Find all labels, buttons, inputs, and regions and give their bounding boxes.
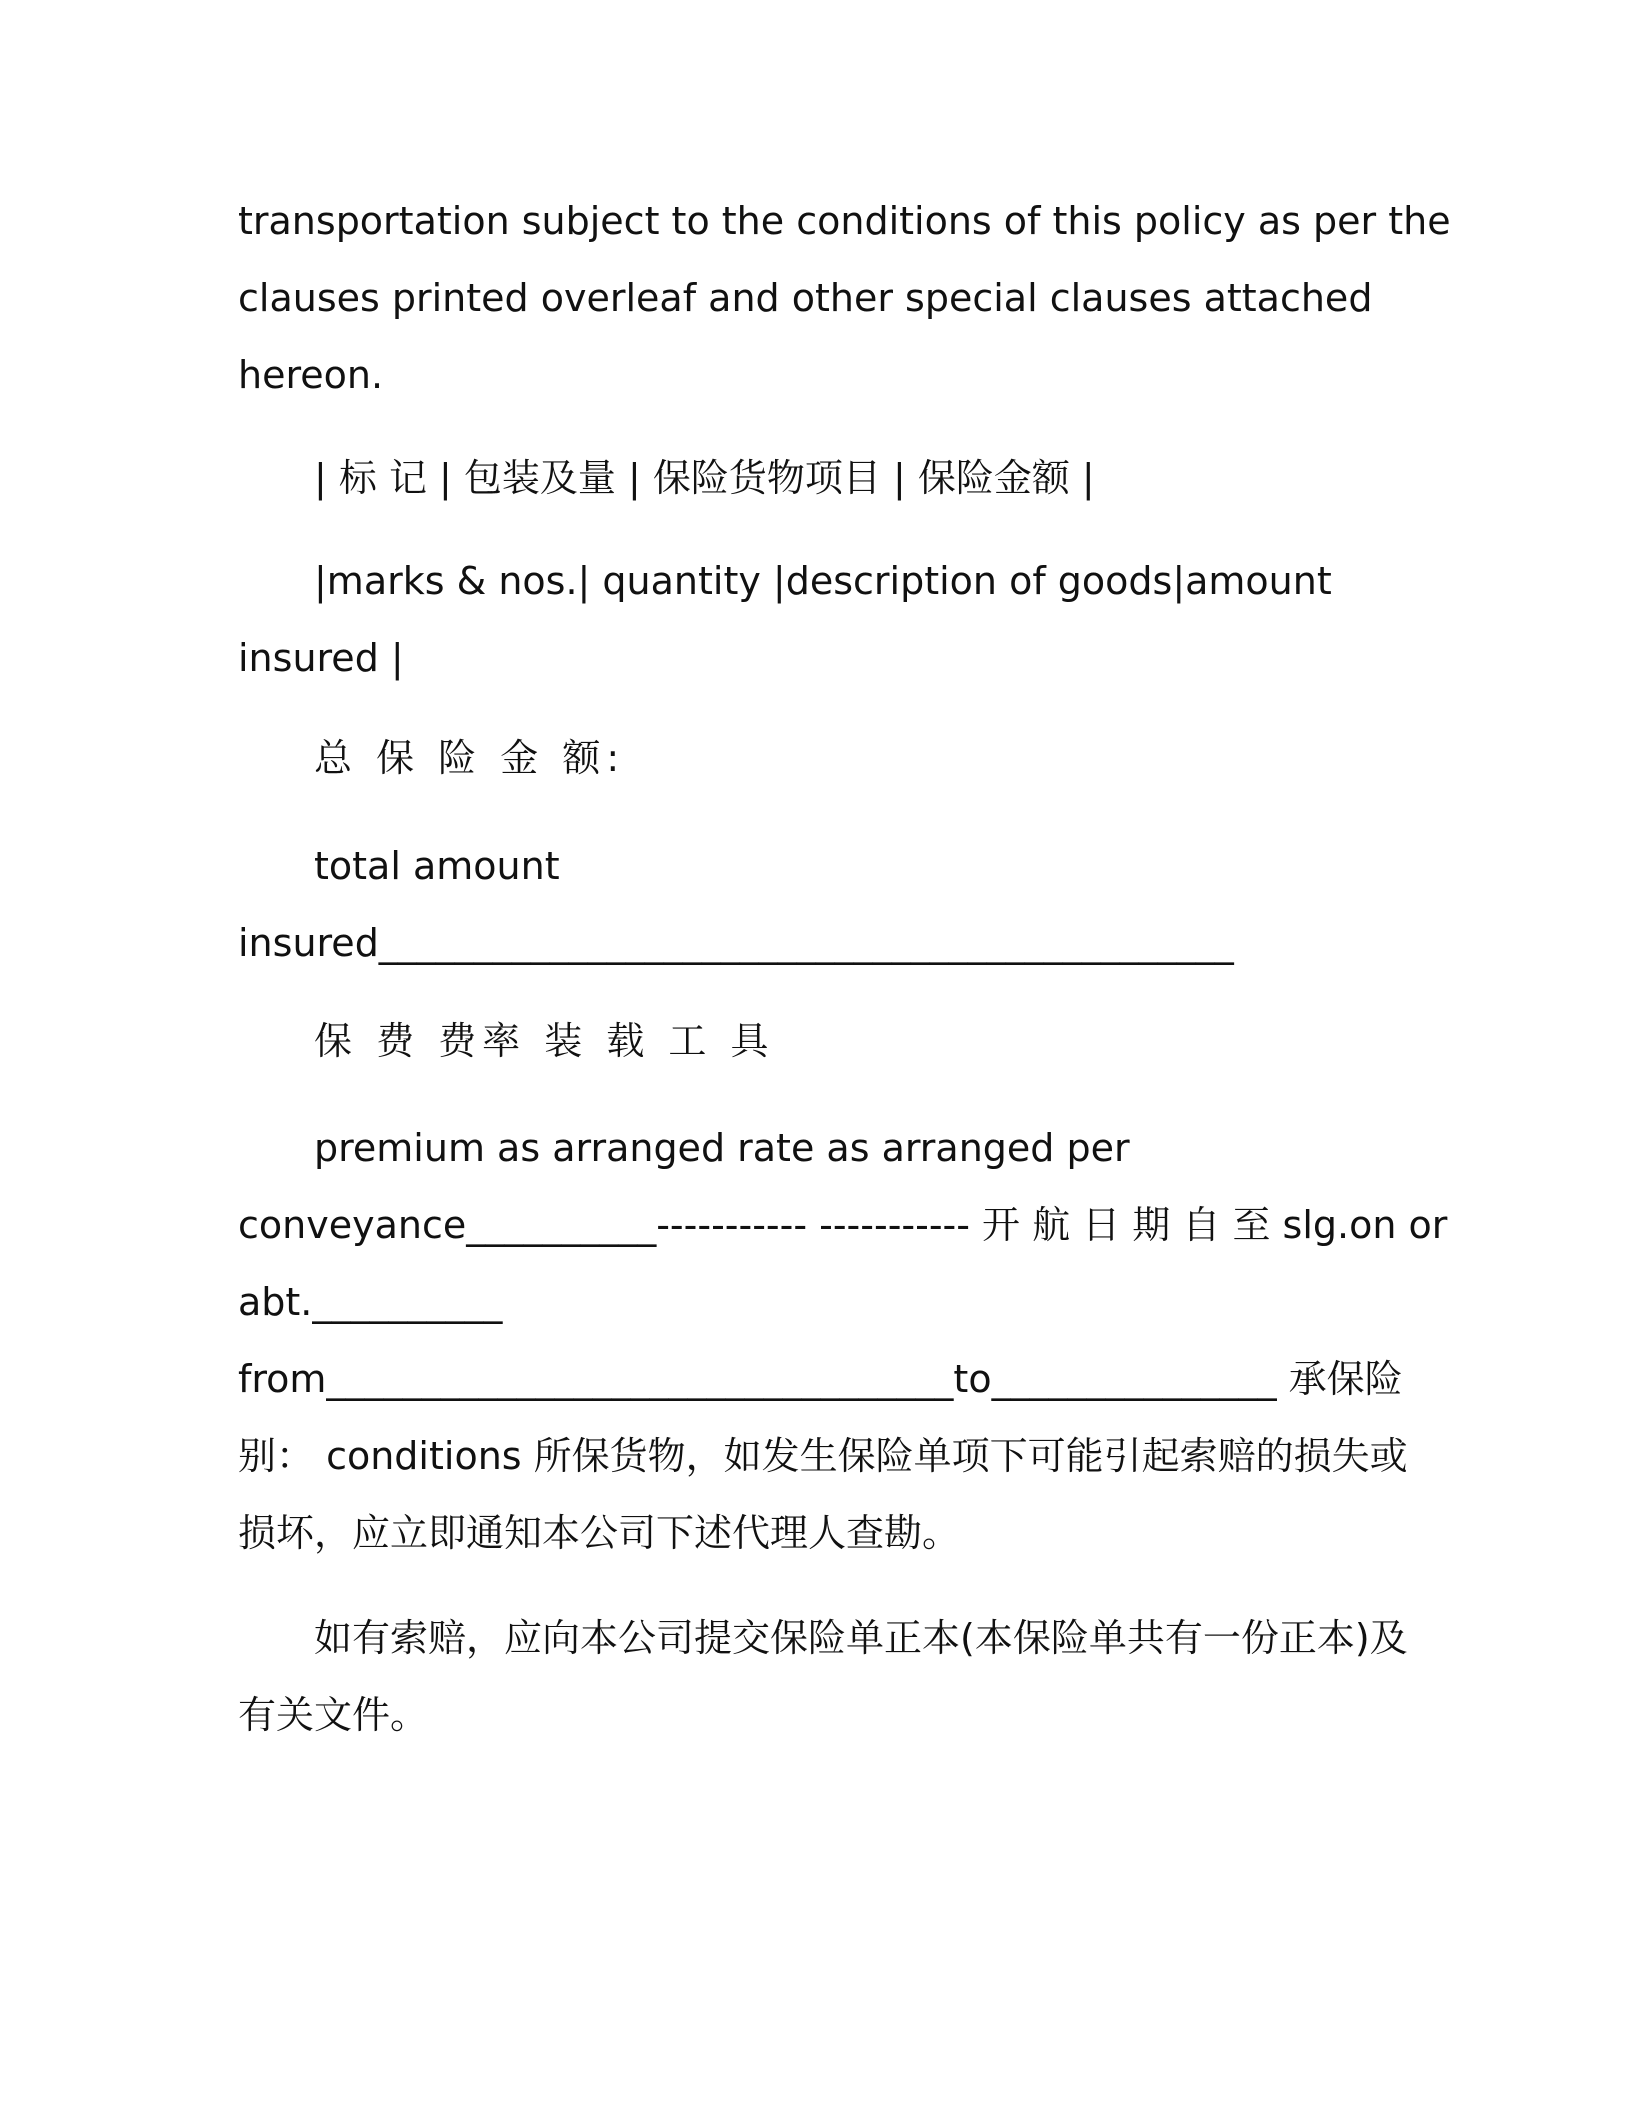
premium-en-line-2: conveyance__________----------- ----------- 开 航 日 期 自 至 slg.on or <box>238 1203 1448 1247</box>
claims-line-1: 如有索赔，应向本公司提交保险单正本(本保险单共有一份正本)及 <box>314 1616 1408 1660</box>
premium-en-line-3: abt.__________ <box>238 1280 503 1324</box>
from-to-line: from_________________________________to_______________ 承保险 <box>238 1357 1403 1401</box>
table-header-cn-paragraph <box>238 440 1388 517</box>
intro-line-1: transportation subject to the conditions of this policy as per the <box>238 199 1451 243</box>
premium-cn: 保 费 费率 装 载 工 具 <box>314 1019 775 1063</box>
premium-cn-paragraph <box>238 1003 1388 1080</box>
table-header-cn: | 标 记 | 包装及量 | 保险货物项目 | 保险金额 | <box>314 456 1095 500</box>
total-amount-en-line-2: insured_____________________________________________ <box>238 921 1234 965</box>
intro-line-2: clauses printed overleaf and other special clauses attached <box>238 276 1373 320</box>
table-header-en-line-2: insured | <box>238 636 404 680</box>
claims-line-2: 有关文件。 <box>238 1693 429 1737</box>
total-amount-en-paragraph <box>238 828 1388 982</box>
table-header-en-paragraph <box>238 543 1388 697</box>
claims-paragraph <box>238 1600 1408 1754</box>
intro-paragraph <box>238 183 1451 414</box>
total-amount-cn-paragraph <box>238 720 1388 797</box>
table-header-en-line-1: |marks & nos.| quantity |description of goods|amount <box>314 559 1332 603</box>
conditions-line-1: 别： conditions 所保货物，如发生保险单项下可能引起索赔的损失或 <box>238 1434 1408 1478</box>
premium-en-line-1: premium as arranged rate as arranged per <box>314 1126 1130 1170</box>
intro-line-3: hereon. <box>238 353 384 397</box>
total-amount-en-line-1: total amount <box>314 844 560 888</box>
total-amount-cn: 总 保 险 金 额: <box>314 736 626 780</box>
premium-en-paragraph <box>238 1110 1448 1572</box>
conditions-line-2: 损坏，应立即通知本公司下述代理人查勘。 <box>238 1511 961 1555</box>
